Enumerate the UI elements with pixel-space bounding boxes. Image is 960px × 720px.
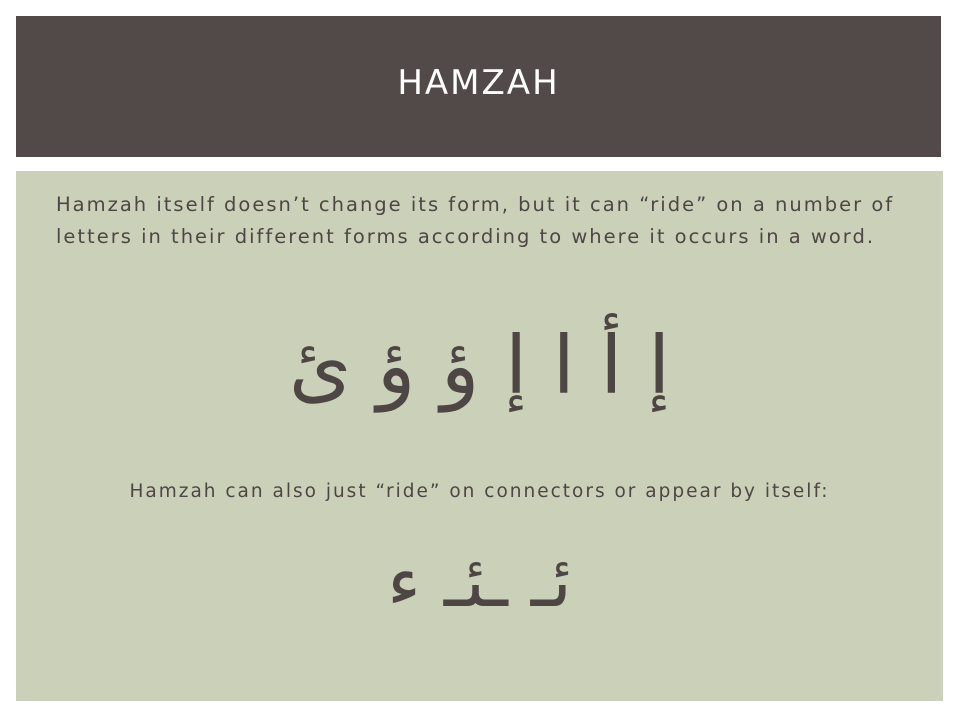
arabic-hamzah-connectors: ئـ ـئـ ء	[387, 539, 572, 623]
arabic-hamzah-forms: إ أ ا إ ؤ ؤ ئ	[288, 319, 671, 412]
connectors-caption: Hamzah can also just “ride” on connectors or appear by itself:	[129, 481, 830, 502]
slide-title: HAMZAH	[397, 62, 560, 103]
title-bar	[16, 16, 941, 157]
content-area	[16, 171, 943, 701]
intro-text: Hamzah itself doesn’t change its form, but it can “ride” on a number of letters in their different forms according to where it occurs in a word.	[56, 193, 895, 248]
